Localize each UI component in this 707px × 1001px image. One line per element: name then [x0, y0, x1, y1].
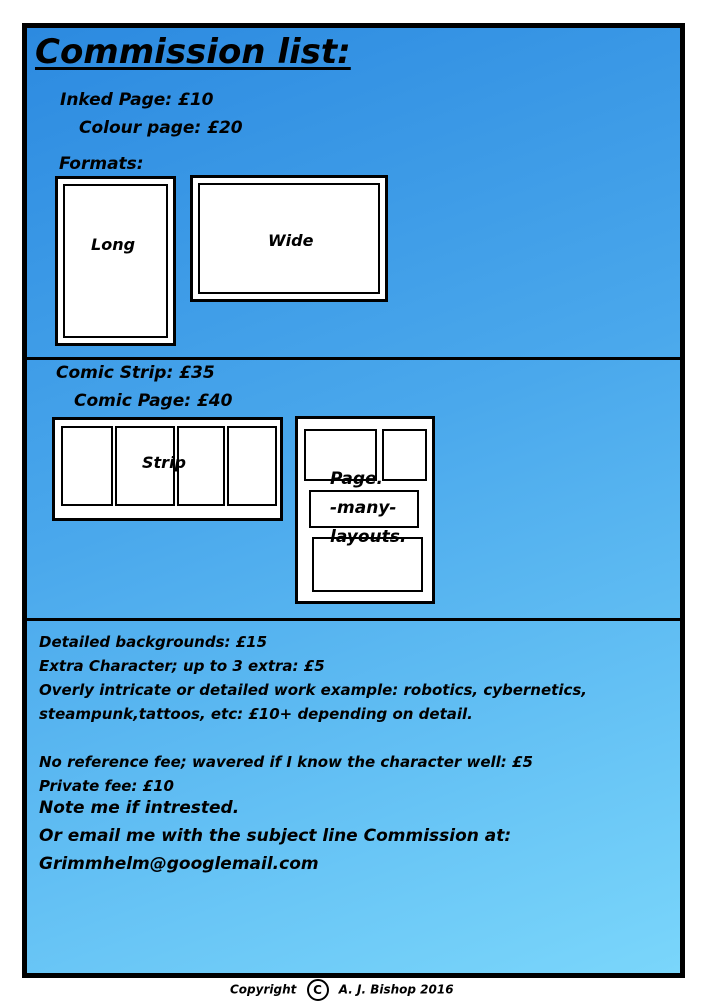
- section-divider-2: [27, 618, 680, 621]
- strip-panel: [61, 426, 113, 506]
- commission-sheet: [22, 23, 685, 978]
- extra-item: Detailed backgrounds: £15: [39, 633, 268, 651]
- strip-panel: [227, 426, 277, 506]
- inked-page-price: Inked Page: £10: [60, 90, 214, 110]
- extra-item: steampunk,tattoos, etc: £10+ depending on detail.: [39, 705, 473, 723]
- page-format-frame: [295, 416, 435, 604]
- contact-email[interactable]: Grimmhelm@googlemail.com: [39, 854, 319, 874]
- copyright-author: A. J. Bishop 2016: [338, 982, 454, 997]
- extra-item: Overly intricate or detailed work example: robotics, cybernetics,: [39, 681, 587, 699]
- wide-format-frame: [190, 175, 388, 302]
- comic-page-price: Comic Page: £40: [74, 391, 233, 411]
- page-format-label: Page. -many- layouts.: [330, 469, 407, 547]
- long-format-frame: [55, 176, 176, 346]
- section-divider-1: [27, 357, 680, 360]
- contact-line: Note me if intrested.: [39, 798, 240, 818]
- contact-info: [39, 794, 679, 878]
- page-title: Commission list:: [35, 32, 351, 72]
- copyright-word: Copyright: [230, 982, 297, 997]
- strip-format-frame: [52, 417, 283, 521]
- colour-page-price: Colour page: £20: [79, 118, 243, 138]
- long-format-label: Long: [91, 235, 136, 254]
- extra-item: Extra Character; up to 3 extra: £5: [39, 657, 325, 675]
- formats-label: Formats:: [59, 154, 144, 174]
- extra-item: No reference fee; wavered if I know the character well: £5: [39, 753, 533, 771]
- extras-list: [39, 630, 679, 798]
- contact-line: Or email me with the subject line Commission at:: [39, 826, 512, 846]
- wide-format-label: Wide: [268, 231, 314, 250]
- spacer: [39, 726, 679, 750]
- copyright-footer: [230, 979, 454, 1001]
- comic-strip-price: Comic Strip: £35: [56, 363, 215, 383]
- long-format-inner: [63, 184, 168, 338]
- extra-item: Private fee: £10: [39, 777, 174, 795]
- strip-format-label: Strip: [142, 453, 186, 472]
- copyright-icon: C: [307, 979, 329, 1001]
